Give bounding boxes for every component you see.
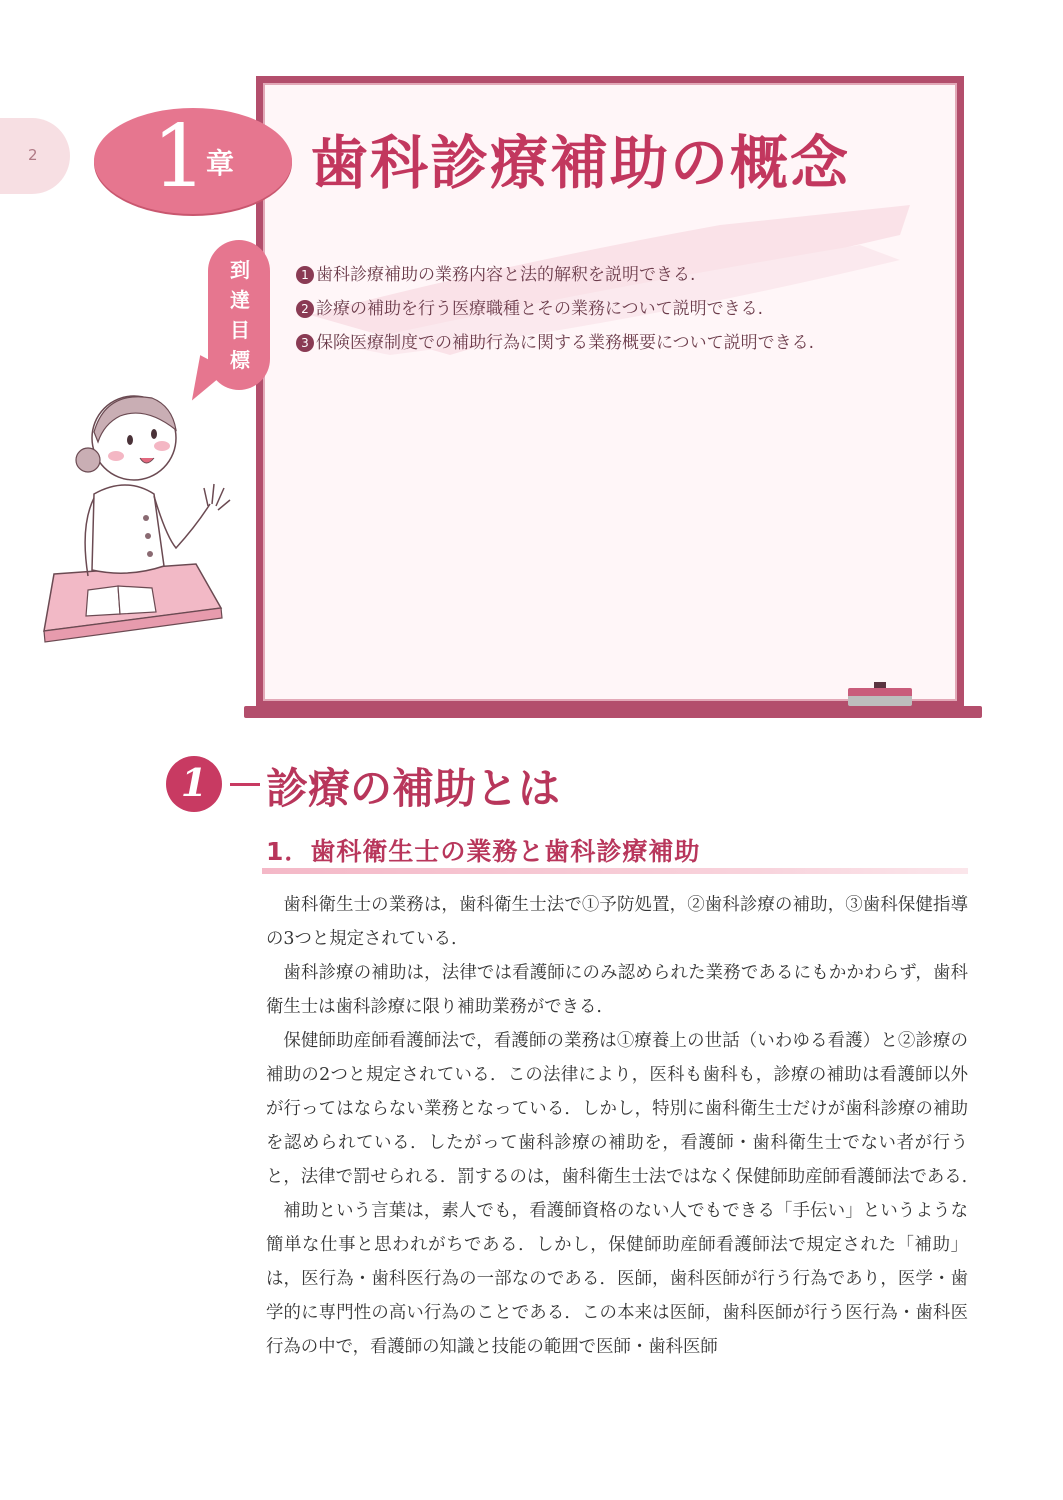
paragraph: 保健師助産師看護師法で，看護師の業務は①療養上の世話（いわゆる看護）と②診療の補助の2つと規定されている．この法律により，医科も歯科も，診療の補助は看護師以外が行ってはならない業務となっている．しかし，特別に歯科衛生士だけが歯科診療の補助を認められている．したがって歯科診療の補助を，看護師・歯科衛生士でない者が行うと，法律で罰せられる．罰するのは，歯科衛生士法ではなく保健師助産師看護師法である. xyxy=(266,1031,968,1187)
goal-text: 保険医療制度での補助行為に関する業務概要について説明できる. xyxy=(316,333,815,353)
goals-label: 到達目標 xyxy=(230,258,250,372)
goal-item xyxy=(296,330,814,364)
board-ledge xyxy=(244,706,982,718)
goal-number: 1 xyxy=(296,266,314,284)
eraser-icon xyxy=(848,688,912,706)
goal-number: 3 xyxy=(296,334,314,352)
section-number: 1 xyxy=(180,760,208,805)
section-dash xyxy=(230,783,260,786)
section-title: 診療の補助とは xyxy=(266,764,561,813)
goals-list xyxy=(296,262,814,364)
paragraph: 歯科診療の補助は，法律では看護師にのみ認められた業務であるにもかかわらず，歯科衛生士は歯科診療に限り補助業務ができる. xyxy=(266,963,968,1017)
chapter-kanji: 章 xyxy=(206,147,235,180)
nurse-illustration-icon xyxy=(36,376,256,646)
paragraph: 歯科衛生士の業務は，歯科衛生士法で①予防処置，②歯科診療の補助，③歯科保健指導の3つと規定されている. xyxy=(266,895,968,949)
paragraph: 補助という言葉は，素人でも，看護師資格のない人でもできる「手伝い」というような簡単な仕事と思われがちである．しかし，保健師助産師看護師法で規定された「補助」は，医行為・歯科医行為の一部なのである．医師，歯科医師が行う行為であり，医学・歯学的に専門性の高い行為のことである．この本来は医師，歯科医師が行う医行為・歯科医行為の中で，看護師の知識と技能の範囲で医師・歯科医師 xyxy=(266,1201,968,1357)
chapter-title: 歯科診療補助の概念 xyxy=(310,129,851,197)
goal-text: 歯科診療補助の業務内容と法的解釈を説明できる. xyxy=(316,265,696,285)
subsection-title: 1．歯科衛生士の業務と歯科診療補助 xyxy=(266,837,701,866)
chapter-number: 1 xyxy=(152,107,207,207)
page-number: 2 xyxy=(28,146,38,164)
goal-item xyxy=(296,262,814,296)
goal-number: 2 xyxy=(296,300,314,318)
body-text xyxy=(266,888,968,1364)
subsection-rule xyxy=(262,868,968,874)
goal-item xyxy=(296,296,814,330)
goal-text: 診療の補助を行う医療職種とその業務について説明できる. xyxy=(316,299,764,319)
